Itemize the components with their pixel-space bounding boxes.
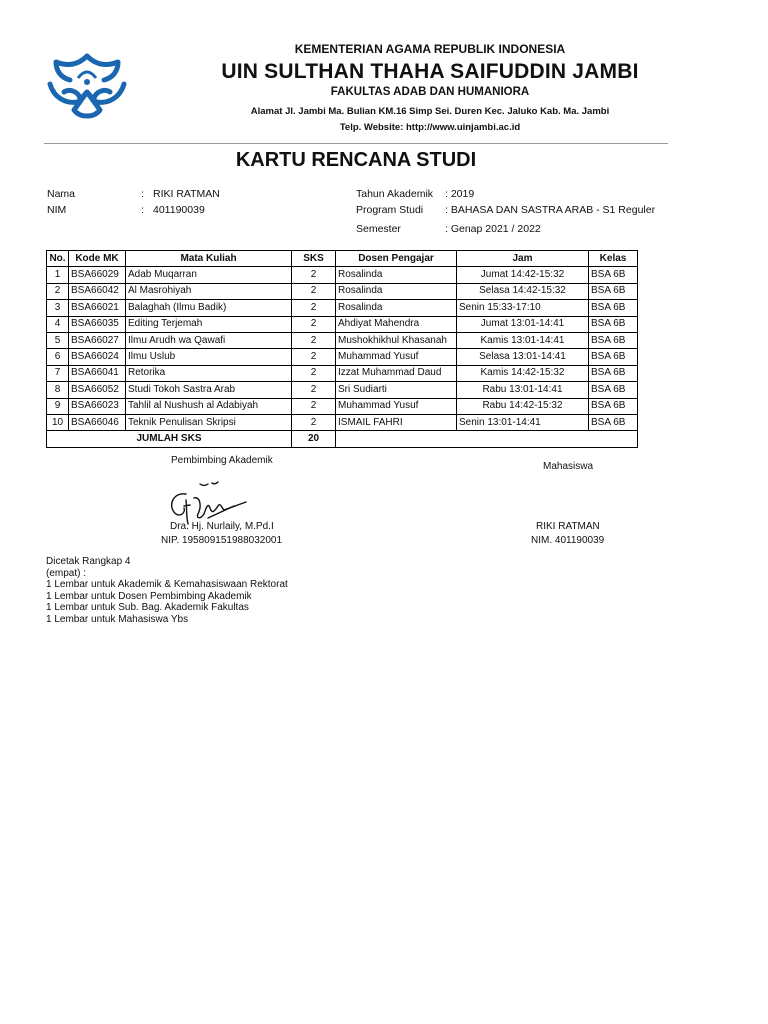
col-header-class: Kelas [589, 251, 638, 267]
page-title: KARTU RENCANA STUDI [235, 149, 477, 171]
cell-time: Selasa 13:01-14:41 [457, 349, 589, 365]
col-header-time: Jam [457, 251, 589, 267]
cell-time: Rabu 13:01-14:41 [457, 382, 589, 398]
cell-course: Retorika [126, 365, 292, 381]
print-note-line: Dicetak Rangkap 4 [46, 556, 131, 567]
cell-time: Selasa 14:42-15:32 [457, 283, 589, 299]
cell-code: BSA66041 [69, 365, 126, 381]
cell-sks: 2 [292, 267, 336, 283]
advisor-nip: NIP. 195809151988032001 [161, 535, 283, 546]
cell-lecturer: Rosalinda [336, 300, 457, 316]
table-row [47, 398, 638, 414]
table-row [47, 300, 638, 316]
total-label: JUMLAH SKS [47, 431, 292, 447]
cell-no: 3 [47, 300, 69, 316]
cell-no: 8 [47, 382, 69, 398]
cell-no: 1 [47, 267, 69, 283]
total-empty [336, 431, 638, 447]
cell-code: BSA66029 [69, 267, 126, 283]
print-distribution-note [46, 556, 288, 626]
cell-class: BSA 6B [589, 316, 638, 332]
student-sign-name: RIKI RATMAN [536, 521, 600, 532]
cell-time: Kamis 14:42-15:32 [457, 365, 589, 381]
table-row [47, 382, 638, 398]
nim-value: 401190039 [153, 204, 205, 216]
cell-sks: 2 [292, 283, 336, 299]
cell-sks: 2 [292, 316, 336, 332]
cell-class: BSA 6B [589, 267, 638, 283]
col-header-code: Kode MK [69, 251, 126, 267]
table-row [47, 349, 638, 365]
university-name: UIN SULTHAN THAHA SAIFUDDIN JAMBI [221, 60, 639, 83]
cell-time: Jumat 13:01-14:41 [457, 316, 589, 332]
cell-time: Rabu 14:42-15:32 [457, 398, 589, 414]
cell-sks: 2 [292, 300, 336, 316]
cell-lecturer: Muhammad Yusuf [336, 398, 457, 414]
total-sks: 20 [292, 431, 336, 447]
cell-class: BSA 6B [589, 300, 638, 316]
advisor-name: Dra. Hj. Nurlaily, M.Pd.I [170, 521, 274, 532]
cell-no: 5 [47, 332, 69, 348]
address-line: Alamat Jl. Jambi Ma. Bulian KM.16 Simp Sei. Duren Kec. Jaluko Kab. Ma. Jambi [250, 106, 610, 117]
student-sign-nim: NIM. 401190039 [531, 535, 605, 546]
table-row [47, 316, 638, 332]
cell-sks: 2 [292, 349, 336, 365]
cell-lecturer: ISMAIL FAHRI [336, 414, 457, 430]
total-row [47, 431, 638, 447]
cell-class: BSA 6B [589, 349, 638, 365]
cell-course: Editing Terjemah [126, 316, 292, 332]
student-title: Mahasiswa [543, 461, 594, 472]
cell-time: Kamis 13:01-14:41 [457, 332, 589, 348]
cell-no: 10 [47, 414, 69, 430]
cell-course: Balaghah (Ilmu Badik) [126, 300, 292, 316]
cell-sks: 2 [292, 382, 336, 398]
cell-no: 7 [47, 365, 69, 381]
advisor-title: Pembimbing Akademik [171, 455, 273, 466]
cell-time: Senin 15:33-17:10 [457, 300, 589, 316]
cell-class: BSA 6B [589, 365, 638, 381]
name-label: Nama [47, 188, 76, 200]
col-header-lecturer: Dosen Pengajar [336, 251, 457, 267]
table-row [47, 414, 638, 430]
cell-course: Tahlil al Nushush al Adabiyah [126, 398, 292, 414]
print-note-line: 1 Lembar untuk Dosen Pembimbing Akademik [46, 590, 252, 602]
university-logo-icon [44, 52, 130, 124]
cell-code: BSA66052 [69, 382, 126, 398]
cell-code: BSA66021 [69, 300, 126, 316]
name-value: RIKI RATMAN [153, 188, 220, 200]
ministry-heading: KEMENTERIAN AGAMA REPUBLIK INDONESIA [294, 42, 566, 56]
semester-value: : Genap 2021 / 2022 [445, 223, 541, 235]
cell-time: Senin 13:01-14:41 [457, 414, 589, 430]
cell-class: BSA 6B [589, 283, 638, 299]
col-header-no: No. [47, 251, 69, 267]
program-label: Program Studi [356, 204, 424, 216]
cell-time: Jumat 14:42-15:32 [457, 267, 589, 283]
print-note-line: 1 Lembar untuk Sub. Bag. Akademik Fakultas [46, 602, 249, 614]
program-value: : BAHASA DAN SASTRA ARAB - S1 Reguler [445, 204, 656, 216]
cell-sks: 2 [292, 332, 336, 348]
course-table [46, 250, 638, 448]
col-header-course: Mata Kuliah [126, 251, 292, 267]
cell-code: BSA66024 [69, 349, 126, 365]
cell-lecturer: Mushokhikhul Khasanah [336, 332, 457, 348]
cell-no: 9 [47, 398, 69, 414]
print-note-line: 1 Lembar untuk Akademik & Kemahasiswaan Rektorat [46, 579, 288, 591]
cell-sks: 2 [292, 365, 336, 381]
table-header-row [47, 251, 638, 267]
cell-code: BSA66023 [69, 398, 126, 414]
table-row [47, 283, 638, 299]
cell-class: BSA 6B [589, 398, 638, 414]
header-divider [44, 143, 668, 144]
nim-separator: : [141, 204, 144, 216]
table-row [47, 267, 638, 283]
cell-lecturer: Ahdiyat Mahendra [336, 316, 457, 332]
cell-course: Al Masrohiyah [126, 283, 292, 299]
cell-code: BSA66046 [69, 414, 126, 430]
cell-class: BSA 6B [589, 382, 638, 398]
cell-course: Teknik Penulisan Skripsi [126, 414, 292, 430]
cell-course: Adab Muqarran [126, 267, 292, 283]
semester-label: Semester [356, 223, 401, 235]
print-note-line: 1 Lembar untuk Mahasiswa Ybs [46, 613, 189, 625]
cell-no: 4 [47, 316, 69, 332]
cell-code: BSA66027 [69, 332, 126, 348]
table-row [47, 332, 638, 348]
cell-course: Ilmu Arudh wa Qawafi [126, 332, 292, 348]
contact-line: Telp. Website: http://www.uinjambi.ac.id [339, 122, 521, 133]
cell-no: 2 [47, 283, 69, 299]
cell-sks: 2 [292, 414, 336, 430]
cell-class: BSA 6B [589, 332, 638, 348]
cell-no: 6 [47, 349, 69, 365]
print-note-line: (empat) : [46, 567, 87, 579]
cell-code: BSA66042 [69, 283, 126, 299]
cell-sks: 2 [292, 398, 336, 414]
table-row [47, 365, 638, 381]
cell-class: BSA 6B [589, 414, 638, 430]
cell-lecturer: Rosalinda [336, 267, 457, 283]
academic-year-value: : 2019 [445, 188, 475, 200]
col-header-sks: SKS [292, 251, 336, 267]
nim-label: NIM [47, 204, 67, 216]
academic-year-label: Tahun Akademik [356, 188, 434, 200]
faculty-name: FAKULTAS ADAB DAN HUMANIORA [330, 86, 530, 98]
cell-course: Ilmu Uslub [126, 349, 292, 365]
cell-lecturer: Sri Sudiarti [336, 382, 457, 398]
cell-code: BSA66035 [69, 316, 126, 332]
cell-course: Studi Tokoh Sastra Arab [126, 382, 292, 398]
cell-lecturer: Izzat Muhammad Daud [336, 365, 457, 381]
name-separator: : [141, 188, 144, 200]
cell-lecturer: Muhammad Yusuf [336, 349, 457, 365]
cell-lecturer: Rosalinda [336, 283, 457, 299]
